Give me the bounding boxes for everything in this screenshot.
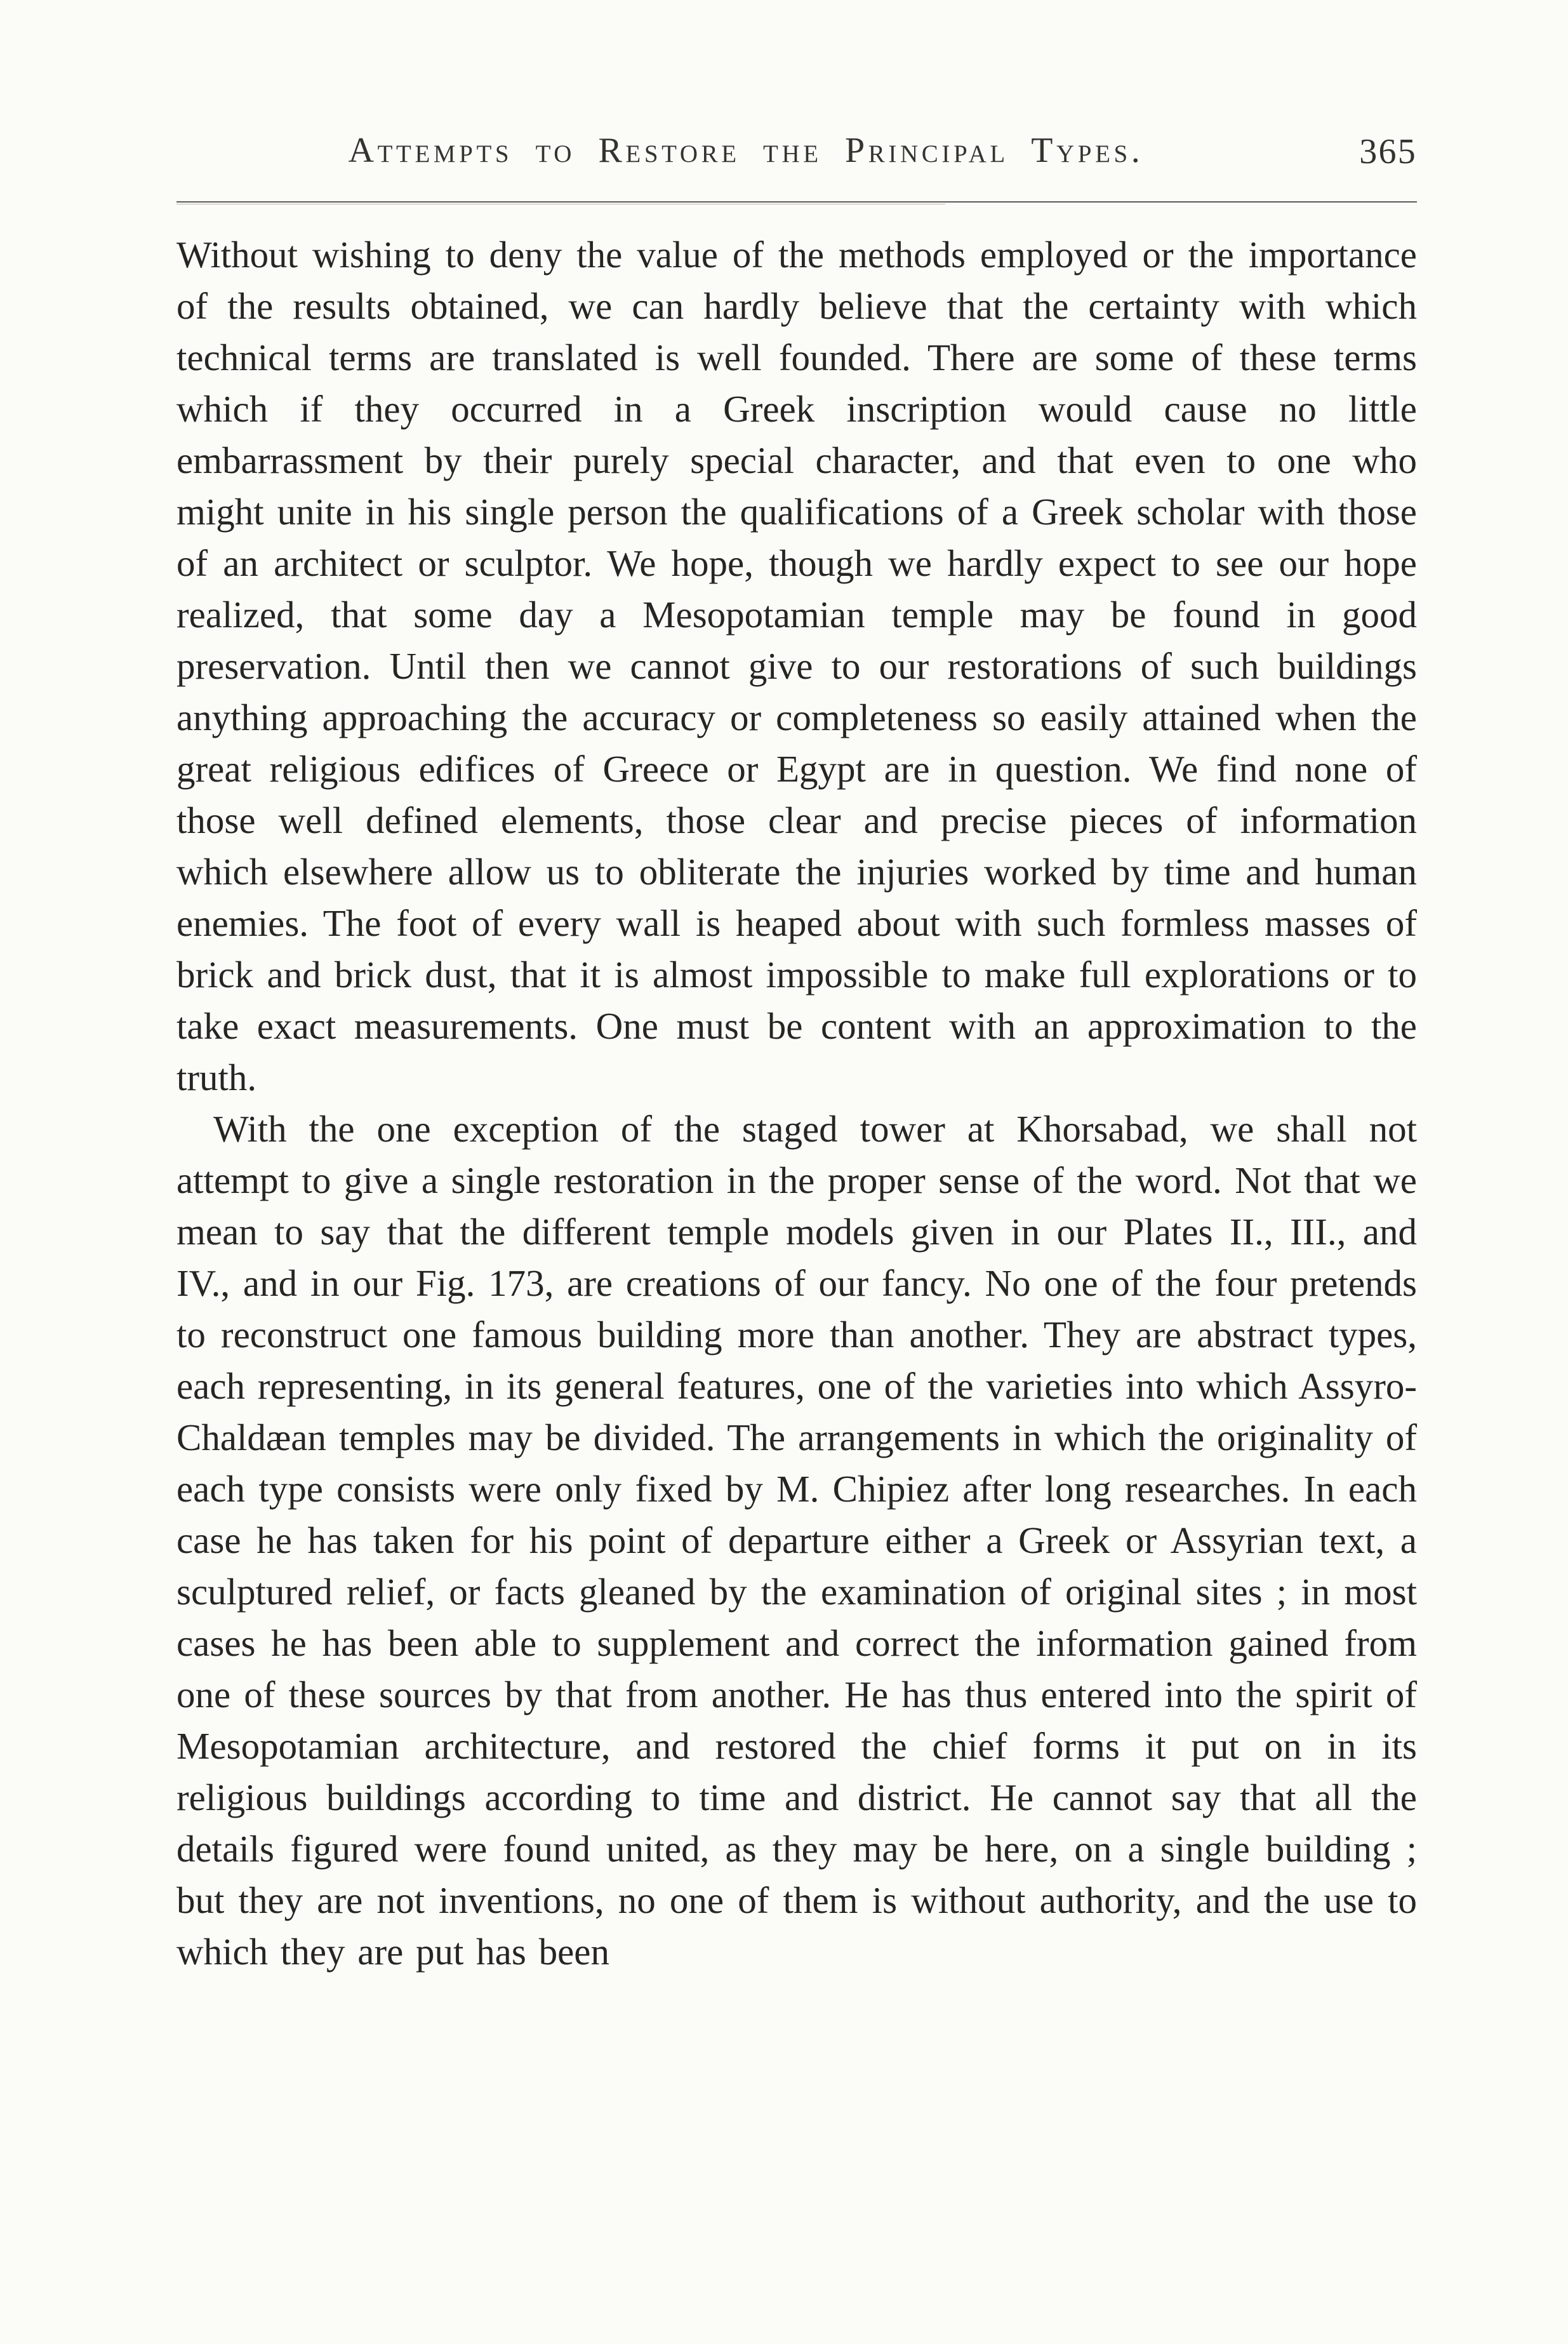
paragraph: Without wishing to deny the value of the methods employed or the importance of the results obtained, we can hardly believe that the certainty with which technical terms are translated is well founded. There are some of these terms which if they occurred in a Greek inscription would cause no little embarrassment by their purely special character, and that even to one who might unite in his single person the qualifications of a Greek scholar with those of an architect or sculptor. We hope, though we hardly expect to see our hope realized, that some day a Mesopotamian temple may be found in good preservation. Until then we cannot give to our restorations of such buildings anything approaching the accuracy or completeness so easily attained when the great religious edifices of Greece or Egypt are in question. We find none of those well defined elements, those clear and precise pieces of information which elsewhere allow us to obliterate the injuries worked by time and human enemies. The foot of every wall is heaped about with such formless masses of brick and brick dust, that it is almost impossible to make full explorations or to take exact measurements. One must be content with an approximation to the truth. [176, 234, 1417, 1098]
running-title: Attempts to Restore the Principal Types. [348, 131, 1144, 170]
page-header [176, 130, 1417, 180]
page-number: 365 [1359, 132, 1417, 171]
header-rule [176, 201, 1417, 203]
body-text [176, 229, 1417, 1978]
paragraph: With the one exception of the staged tower at Khorsabad, we shall not attempt to give a single restoration in the proper sense of the word. Not that we mean to say that the different temple models given in our Plates II., III., and IV., and in our Fig. 173, are creations of our fancy. No one of the four pretends to reconstruct one famous building more than another. They are abstract types, each representing, in its general features, one of the varieties into which Assyro-Chaldæan temples may be divided. The arrangements in which the originality of each type consists were only fixed by M. Chipiez after long researches. In each case he has taken for his point of departure either a Greek or Assyrian text, a sculptured relief, or facts gleaned by the examination of original sites ; in most cases he has been able to supplement and correct the information gained from one of these sources by that from another. He has thus entered into the spirit of Mesopotamian architecture, and restored the chief forms it put on in its religious buildings according to time and district. He cannot say that all the details figured were found united, as they may be here, on a single building ; but they are not inventions, no one of them is without authority, and the use to which they are put has been [176, 1108, 1417, 1973]
